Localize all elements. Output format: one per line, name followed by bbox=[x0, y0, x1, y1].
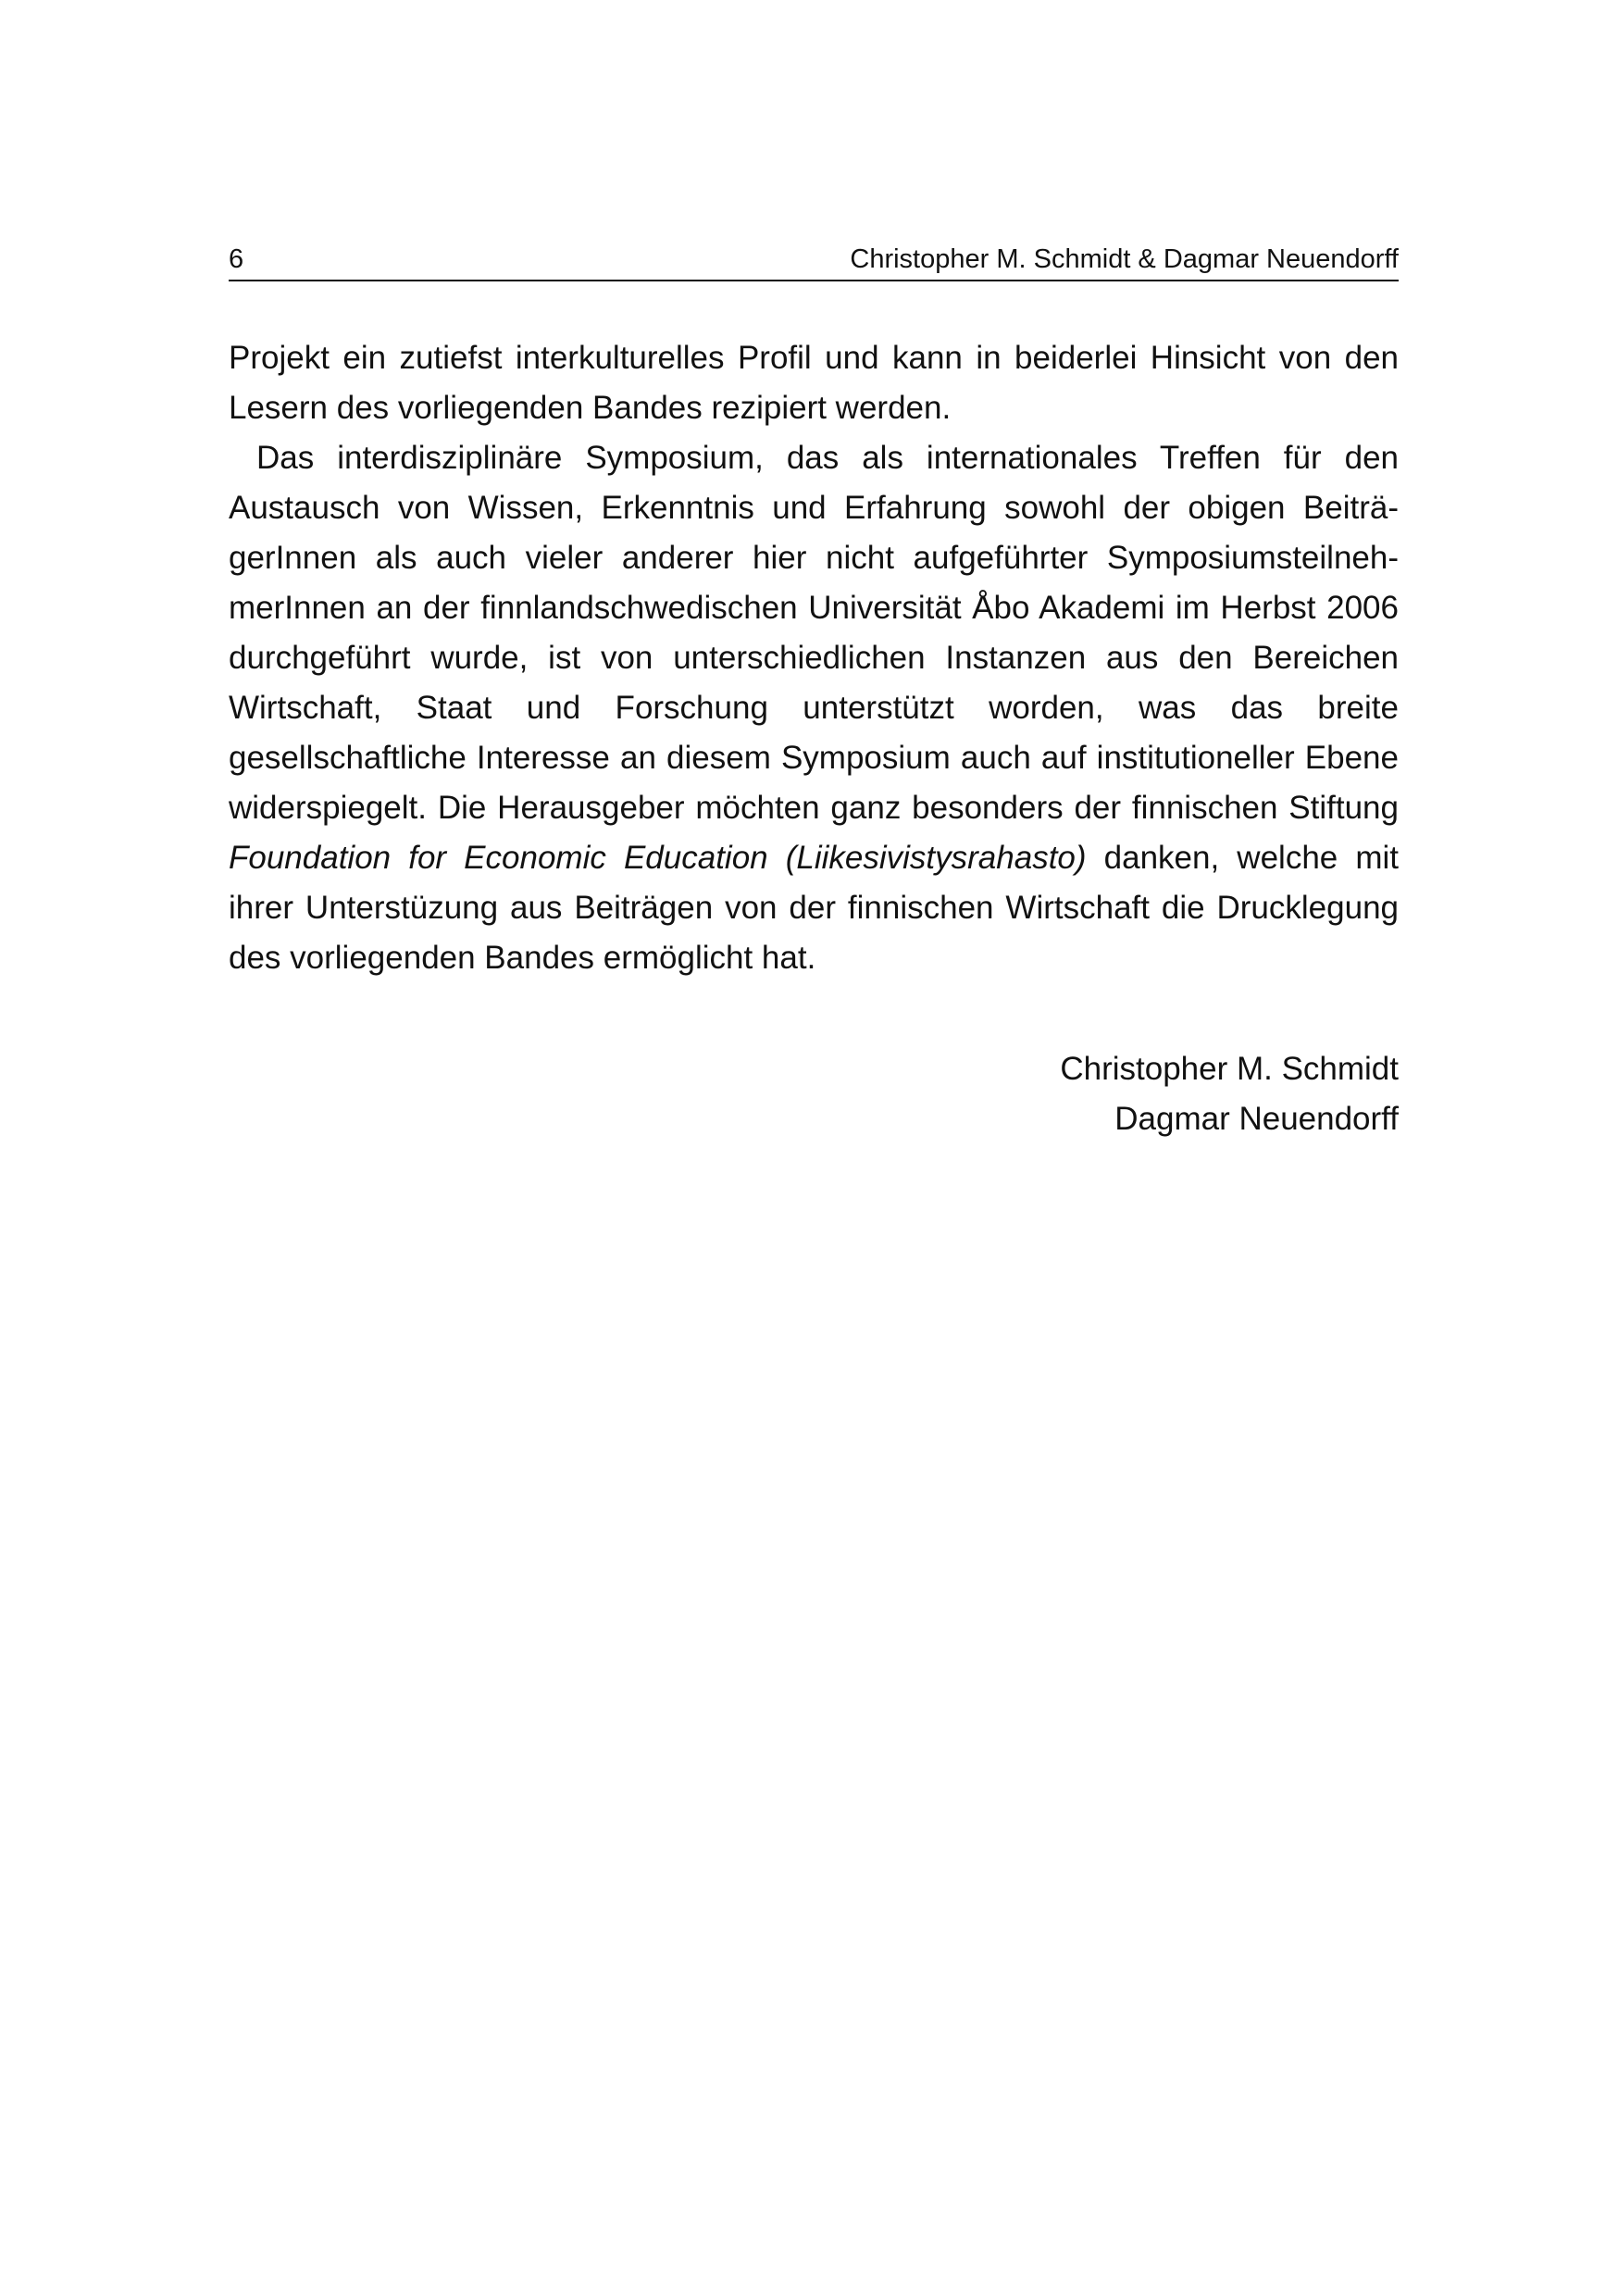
header-authors: Christopher M. Schmidt & Dagmar Neuendorff bbox=[850, 244, 1399, 274]
running-header bbox=[229, 243, 1399, 281]
signature-name-1: Christopher M. Schmidt bbox=[1060, 1051, 1399, 1087]
signature-block bbox=[229, 1044, 1399, 1144]
paragraph-1-text: Projekt ein zutiefst interkulturelles Profil und kann in beiderlei Hinsicht von den Lesern des vorliegenden Bandes rezipiert werden. bbox=[229, 340, 1399, 426]
paragraph-1 bbox=[229, 333, 1399, 433]
body-text bbox=[229, 333, 1399, 983]
foundation-name: Foundation for Economic Education (Liikesivistysrahasto) bbox=[229, 840, 1087, 876]
paragraph-2-text-end: danken, welche mit ihrer Unterstüzung aus Beiträgen von der finnischen Wirtschaft die Drucklegung des vorliegenden Bandes ermöglicht hat. bbox=[229, 840, 1400, 976]
page-number: 6 bbox=[229, 244, 244, 274]
signature-name-2: Dagmar Neuendorff bbox=[1114, 1101, 1399, 1137]
paragraph-2-text-start: Das interdisziplinäre Symposium, das als internationales Treffen für den Austausch von Wissen, Erkenntnis und Erfahrung sowohl der obigen BeiträgerInnen als auch vieler anderer hier nicht aufgeführter SymposiumsteilnehmerInnen an der finnlandschwedischen Universität Åbo Akademi im Herbst 2006 durchgeführt wurde, ist von unterschiedlichen Instanzen aus den Bereichen Wirtschaft, Staat und Forschung unterstützt worden, was das breite gesellschaftliche Interesse an diesem Symposium auch auf institutioneller Ebene widerspiegelt. Die Herausgeber möchten ganz besonders der finnischen Stiftung bbox=[229, 440, 1399, 826]
paragraph-2 bbox=[229, 433, 1399, 983]
